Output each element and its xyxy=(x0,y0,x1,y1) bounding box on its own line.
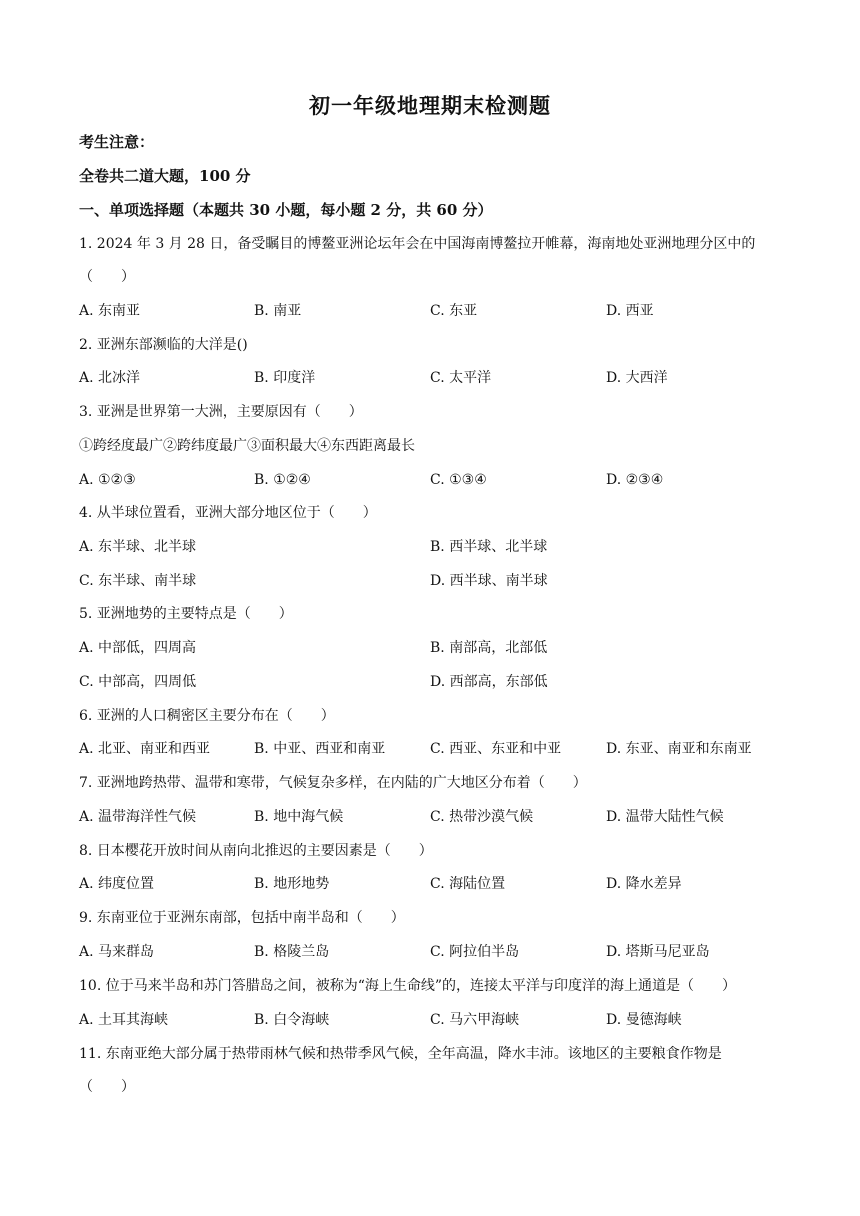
section-heading: 一、单项选择题（本题共 30 小题，每小题 2 分，共 60 分） xyxy=(79,201,493,219)
notice-heading: 考生注意： xyxy=(79,133,155,151)
q1-option-d[interactable]: D. 西亚 xyxy=(606,303,654,319)
q5-option-a[interactable]: A. 中部低，四周高 xyxy=(79,640,197,656)
q2-option-b[interactable]: B. 印度洋 xyxy=(254,370,316,386)
q7-option-d[interactable]: D. 温带大陆性气候 xyxy=(606,809,724,825)
q8-option-b[interactable]: B. 地形地势 xyxy=(254,876,330,892)
q7-option-c[interactable]: C. 热带沙漠气候 xyxy=(430,809,534,825)
question-11-text: 11. 东南亚绝大部分属于热带雨林气候和热带季风气候，全年高温，降水丰沛。该地区的主要粮食作物是 xyxy=(79,1046,722,1062)
q4-option-b[interactable]: B. 西半球、北半球 xyxy=(430,539,548,555)
page-title: 初一年级地理期末检测题 xyxy=(309,93,551,118)
question-1-text: 1. 2024 年 3 月 28 日，备受瞩目的博鳌亚洲论坛年会在中国海南博鳌拉开帷幕，海南地处亚洲地理分区中的 xyxy=(79,236,756,252)
question-7-text: 7. 亚洲地跨热带、温带和寒带，气候复杂多样，在内陆的广大地区分布着（ ） xyxy=(79,775,587,791)
q7-option-a[interactable]: A. 温带海洋性气候 xyxy=(79,809,197,825)
q8-option-d[interactable]: D. 降水差异 xyxy=(606,876,682,892)
question-2-text: 2. 亚洲东部濒临的大洋是() xyxy=(79,337,248,353)
question-3-text: 3. 亚洲是世界第一大洲，主要原因有（ ） xyxy=(79,404,363,420)
q1-option-a[interactable]: A. 东南亚 xyxy=(79,303,141,319)
q3-option-d[interactable]: D. ②③④ xyxy=(606,472,664,488)
q3-option-a[interactable]: A. ①②③ xyxy=(79,472,136,488)
q9-option-a[interactable]: A. 马来群岛 xyxy=(79,944,155,960)
question-4-text: 4. 从半球位置看，亚洲大部分地区位于（ ） xyxy=(79,505,377,521)
q8-option-c[interactable]: C. 海陆位置 xyxy=(430,876,506,892)
question-6-text: 6. 亚洲的人口稠密区主要分布在（ ） xyxy=(79,708,335,724)
q9-option-d[interactable]: D. 塔斯马尼亚岛 xyxy=(606,944,710,960)
q6-option-a[interactable]: A. 北亚、南亚和西亚 xyxy=(79,741,211,757)
q9-option-c[interactable]: C. 阿拉伯半岛 xyxy=(430,944,520,960)
q10-option-c[interactable]: C. 马六甲海峡 xyxy=(430,1012,520,1028)
q3-option-b[interactable]: B. ①②④ xyxy=(254,472,311,488)
q10-option-d[interactable]: D. 曼德海峡 xyxy=(606,1012,682,1028)
q1-option-b[interactable]: B. 南亚 xyxy=(254,303,302,319)
q3-option-c[interactable]: C. ①③④ xyxy=(430,472,487,488)
q5-option-b[interactable]: B. 南部高，北部低 xyxy=(430,640,548,656)
q6-option-b[interactable]: B. 中亚、西亚和南亚 xyxy=(254,741,386,757)
question-8-text: 8. 日本樱花开放时间从南向北推迟的主要因素是（ ） xyxy=(79,843,433,859)
q6-option-d[interactable]: D. 东亚、南亚和东南亚 xyxy=(606,741,752,757)
question-10-text: 10. 位于马来半岛和苏门答腊岛之间，被称为“海上生命线”的，连接太平洋与印度洋的海上通道是（ ） xyxy=(79,978,737,994)
q7-option-b[interactable]: B. 地中海气候 xyxy=(254,809,344,825)
question-9-text: 9. 东南亚位于亚洲东南部，包括中南半岛和（ ） xyxy=(79,910,405,926)
q10-option-b[interactable]: B. 白令海峡 xyxy=(254,1012,330,1028)
q4-option-c[interactable]: C. 东半球、南半球 xyxy=(79,573,197,589)
q10-option-a[interactable]: A. 土耳其海峡 xyxy=(79,1012,169,1028)
question-11-blank: （ ） xyxy=(79,1079,135,1095)
q5-option-c[interactable]: C. 中部高，四周低 xyxy=(79,674,197,690)
q9-option-b[interactable]: B. 格陵兰岛 xyxy=(254,944,330,960)
q2-option-d[interactable]: D. 大西洋 xyxy=(606,370,668,386)
question-1-blank: （ ） xyxy=(79,269,135,285)
q1-option-c[interactable]: C. 东亚 xyxy=(430,303,478,319)
exam-summary: 全卷共二道大题，100 分 xyxy=(79,167,251,185)
question-3-statements: ①跨经度最广②跨纬度最广③面积最大④东西距离最长 xyxy=(79,438,415,454)
q4-option-d[interactable]: D. 西半球、南半球 xyxy=(430,573,548,589)
q2-option-c[interactable]: C. 太平洋 xyxy=(430,370,492,386)
q4-option-a[interactable]: A. 东半球、北半球 xyxy=(79,539,197,555)
q2-option-a[interactable]: A. 北冰洋 xyxy=(79,370,141,386)
q5-option-d[interactable]: D. 西部高，东部低 xyxy=(430,674,548,690)
q8-option-a[interactable]: A. 纬度位置 xyxy=(79,876,155,892)
q6-option-c[interactable]: C. 西亚、东亚和中亚 xyxy=(430,741,562,757)
question-5-text: 5. 亚洲地势的主要特点是（ ） xyxy=(79,606,293,622)
